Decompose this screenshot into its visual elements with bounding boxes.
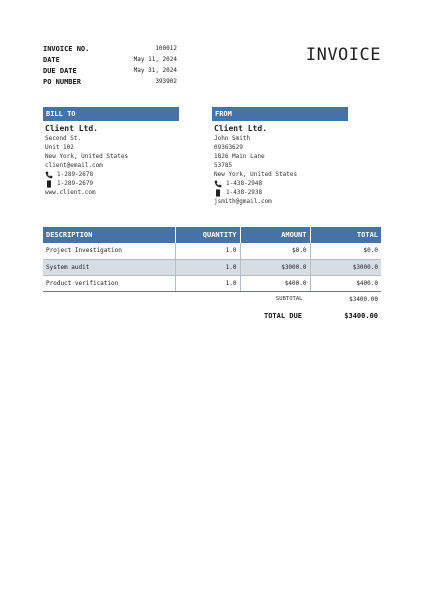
from-mobile-row xyxy=(214,188,348,197)
bill-to-section xyxy=(43,107,179,197)
row-quantity: 1.0 xyxy=(175,243,240,259)
from-line: John Smith xyxy=(214,135,251,142)
invoice-number-row xyxy=(43,43,177,54)
invoice-meta xyxy=(43,43,177,87)
row-description: Project Investigation xyxy=(43,243,175,259)
bill-to-address-line: Unit 102 xyxy=(45,144,74,151)
table-row xyxy=(43,243,381,259)
row-description: System audit xyxy=(43,259,175,275)
document-title: INVOICE xyxy=(305,45,381,65)
po-number-label: PO NUMBER xyxy=(43,77,81,86)
phone-icon xyxy=(214,180,222,188)
column-header-quantity: QUANTITY xyxy=(175,227,240,243)
row-total: $0.0 xyxy=(310,243,381,259)
from-heading: FROM xyxy=(212,107,348,121)
mobile-icon xyxy=(45,180,53,188)
from-line: New York, United States xyxy=(214,171,298,178)
total-due-value: $3400.00 xyxy=(344,312,378,320)
bill-to-phone-row xyxy=(45,170,179,179)
column-header-amount: AMOUNT xyxy=(240,227,310,243)
row-quantity: 1.0 xyxy=(175,275,240,291)
from-mobile: 1-438-2938 xyxy=(226,189,263,196)
from-line: 53785 xyxy=(214,162,233,169)
bill-to-mobile: 1-289-2679 xyxy=(57,180,94,187)
bill-to-heading: BILL TO xyxy=(43,107,179,121)
row-amount: $400.0 xyxy=(240,275,310,291)
bill-to-address-line: Second St. xyxy=(45,135,82,142)
column-header-description: DESCRIPTION xyxy=(43,227,175,243)
date-row xyxy=(43,54,177,65)
bill-to-mobile-row xyxy=(45,179,179,188)
from-phone-row xyxy=(214,179,348,188)
bill-to-website: www.client.com xyxy=(45,189,96,196)
row-amount: $3000.0 xyxy=(240,259,310,275)
table-header-row xyxy=(43,227,381,243)
from-email: jsmith@gmail.com xyxy=(214,198,272,205)
from-line: 1826 Main Lane xyxy=(214,153,265,160)
row-quantity: 1.0 xyxy=(175,259,240,275)
bill-to-name: Client Ltd. xyxy=(45,124,98,133)
subtotal-label: SUBTOTAL xyxy=(276,296,303,302)
from-name: Client Ltd. xyxy=(214,124,267,133)
row-total: $400.0 xyxy=(310,275,381,291)
table-row xyxy=(43,275,381,291)
po-number-row xyxy=(43,76,177,87)
date-label: DATE xyxy=(43,55,60,64)
subtotal-row xyxy=(240,293,381,305)
total-due-row xyxy=(240,310,381,322)
table-row xyxy=(43,259,381,275)
date-value: May 11, 2024 xyxy=(133,56,177,63)
column-header-total: TOTAL xyxy=(310,227,381,243)
bill-to-email: client@email.com xyxy=(45,162,103,169)
invoice-number-label: INVOICE NO. xyxy=(43,44,90,53)
from-phone: 1-438-2948 xyxy=(226,180,263,187)
due-date-label: DUE DATE xyxy=(43,66,77,75)
due-date-row xyxy=(43,65,177,76)
invoice-number-value: 100012 xyxy=(155,45,177,52)
total-due-label: TOTAL DUE xyxy=(264,312,302,320)
mobile-icon xyxy=(214,189,222,197)
line-items-table xyxy=(43,227,381,292)
due-date-value: May 31, 2024 xyxy=(133,67,177,74)
row-amount: $0.0 xyxy=(240,243,310,259)
from-line: 09363629 xyxy=(214,144,243,151)
from-section xyxy=(212,107,348,206)
bill-to-phone: 1-289-2678 xyxy=(57,171,94,178)
row-total: $3000.0 xyxy=(310,259,381,275)
phone-icon xyxy=(45,171,53,179)
subtotal-value: $3400.00 xyxy=(349,295,378,303)
row-description: Product verification xyxy=(43,275,175,291)
bill-to-address-line: New York, United States xyxy=(45,153,129,160)
po-number-value: 393902 xyxy=(155,78,177,85)
